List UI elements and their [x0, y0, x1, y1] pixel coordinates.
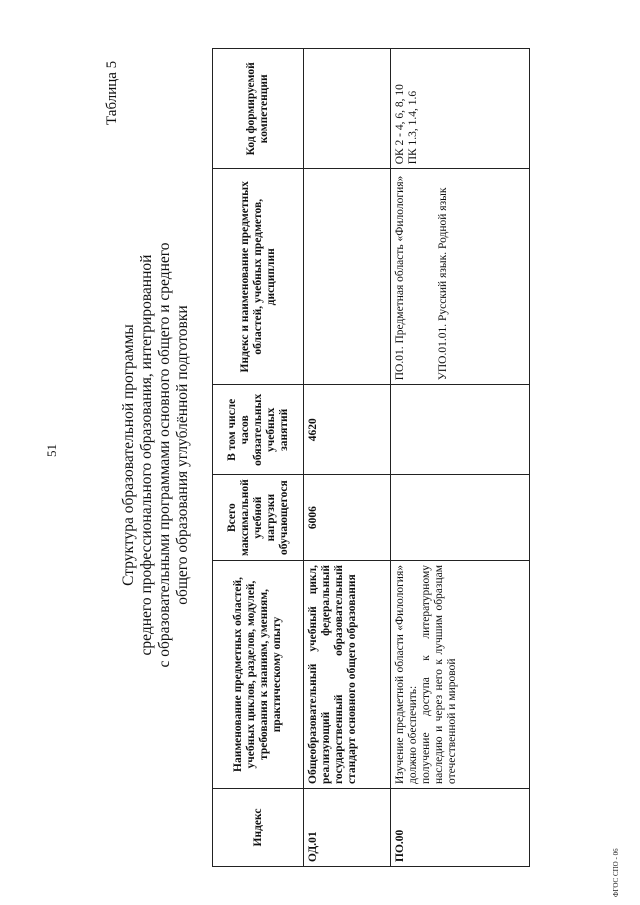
title-line: среднего профессионального образования, интегрированной [138, 254, 155, 656]
footer-code: ФГОС СПО - 06 [612, 848, 620, 897]
row-name-item: получение доступа к литературному наследию и через него к лучшим образцам отечественной и мировой [420, 565, 458, 784]
title-line: с образовательными программами основного общего и среднего [156, 242, 173, 668]
header-cell: Наименование предметных областей, учебных циклов, разделов, модулей, требования к знаниям, умениям, практическому опыту [213, 561, 304, 789]
header-cell: Код формируемой компетенции [213, 49, 304, 169]
table-row [304, 49, 391, 867]
program-structure-table [212, 48, 530, 867]
header-cell: Всего максимальной учебной нагрузки обучающегося [213, 475, 304, 561]
row-mandatory-hours [391, 385, 530, 475]
row-name [391, 561, 530, 789]
table-header-row [213, 49, 304, 867]
row-name-intro: Изучение предметной области «Филология» должно обеспечить: [394, 565, 419, 784]
header-cell: Индекс и наименование предметных областей, учебных предметов, дисциплин [213, 169, 304, 385]
table-row [391, 49, 530, 867]
row-total-hours [391, 475, 530, 561]
row-competence [304, 49, 391, 169]
header-cell: В том числе часов обязательных учебных занятий [213, 385, 304, 475]
table-label: Таблица 5 [104, 60, 120, 125]
row-name: Общеобразовательный учебный цикл, реализующий федеральный государственный образовательный стандарт основного общего образования [304, 561, 391, 789]
document-title [120, 165, 192, 745]
page-number: 51 [44, 444, 59, 457]
row-subjects [304, 169, 391, 385]
title-line: общего образования углублённой подготовки [174, 305, 191, 605]
row-index: ОД.01 [304, 789, 391, 867]
subject-item: УПО.01.01. Русский язык. Родной язык [437, 187, 449, 381]
row-mandatory-hours: 4620 [304, 385, 391, 475]
row-competence: ОК 2 - 4, 6, 8, 10 ПК 1.3, 1.4, 1.6 [391, 49, 530, 169]
header-cell: Индекс [213, 789, 304, 867]
subject-area: ПО.01. Предметная область «Филология» [394, 175, 406, 381]
title-line: Структура образовательной программы [120, 324, 137, 586]
row-subjects [391, 169, 530, 385]
row-total-hours: 6006 [304, 475, 391, 561]
row-index: ПО.00 [391, 789, 530, 867]
